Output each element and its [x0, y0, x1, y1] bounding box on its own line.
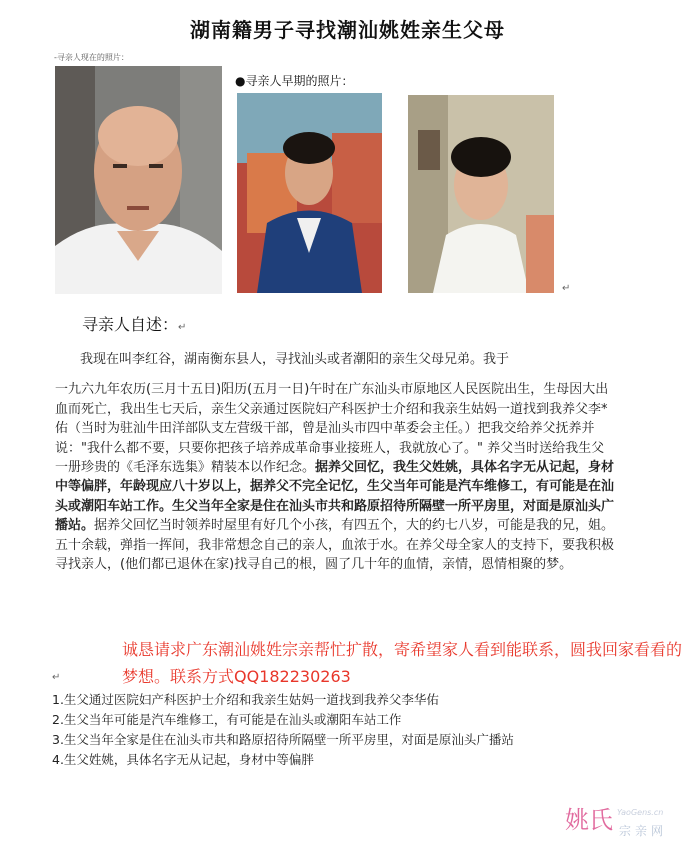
list-item: 2.生父当年可能是汽车维修工，有可能是在汕头或潮阳车站工作 — [52, 712, 402, 727]
page-title: 湖南籍男子寻找潮汕姚姓亲生父母 — [190, 18, 505, 42]
early-photo-2 — [408, 95, 554, 293]
early-photo-caption: ●寻亲人早期的照片： — [235, 74, 354, 88]
paragraph-mark: ↵ — [52, 672, 61, 683]
watermark-site: 宗亲网 — [619, 824, 668, 838]
section-heading: 寻亲人自述：↵ — [82, 315, 187, 334]
list-item: 4.生父姓姚，具体名字无从记起，身材中等偏胖 — [52, 752, 314, 767]
current-photo — [55, 66, 222, 294]
key-facts-list — [52, 690, 612, 770]
early-photo-1 — [237, 93, 382, 293]
list-item: 3.生父当年全家是住在汕头市共和路原招待所隔壁一所平房里，对面是原汕头广播站 — [52, 732, 514, 747]
narrative — [55, 350, 615, 574]
narrative-part-a: 一九六九年农历(三月十五日)阳历(五月一日)午时在广东汕头市原地区人民医院出生，生母因大出血而死亡，我出生七天后，亲生父亲通过医院妇产科医护士介绍和我亲生姑妈一道找到我养父李*佑（当时为驻汕牛田洋部队支左营级干部，曾是汕头市四中革委会主任。）把我交给养父抚养并说："我什么都不要，只要你把孩子培养成革命事业接班人，我就放心了。" 养父当时送给我生父一册珍贵的《毛泽东选集》精装本以作纪念。 — [55, 382, 609, 476]
site-watermark — [565, 800, 695, 842]
paragraph-mark: ↵ — [562, 283, 571, 294]
watermark-url: YaoGens.cn — [617, 808, 664, 817]
current-photo-caption: -寻亲人现在的照片： — [54, 53, 129, 62]
narrative-part-b-bold: 据养父回忆，我生父姓姚，具体名字无从记起，身材中等偏胖，年龄现应八十岁以上，据养父不完全记忆，生父当年可能是汽车维修工，有可能是在汕头或潮阳车站工作。生父当年全家是住在汕头市共和路原招待所隔壁一所平房里，对面是原汕头广播站。 — [55, 460, 615, 534]
narrative-paragraph-2 — [55, 380, 615, 574]
list-item: 1.生父通过医院妇产科医护士介绍和我亲生姑妈一道找到我养父李华佑 — [52, 692, 439, 707]
narrative-paragraph-1: 我现在叫李红谷，湖南衡东县人，寻找汕头或者潮阳的亲生父母兄弟。我于 — [80, 352, 510, 367]
appeal-text: 诚恳请求广东潮汕姚姓宗亲帮忙扩散，寄希望家人看到能联系，圆我回家看看的梦想。联系方式QQ182230263 — [122, 640, 683, 686]
narrative-part-c: 据养父回忆当时领养时屋里有好几个小孩，有四五个，大的约七八岁，可能是我的兄，姐。五十余载，弹指一挥间，我非常想念自己的亲人，血浓于水。在养父母全家人的支持下，要我积极寻找亲人，(他们都已退休在家)找寻自己的根，圆了几十年的血情，亲情，恩情相聚的梦。 — [55, 518, 615, 573]
watermark-surname: 姚氏 — [565, 806, 613, 834]
